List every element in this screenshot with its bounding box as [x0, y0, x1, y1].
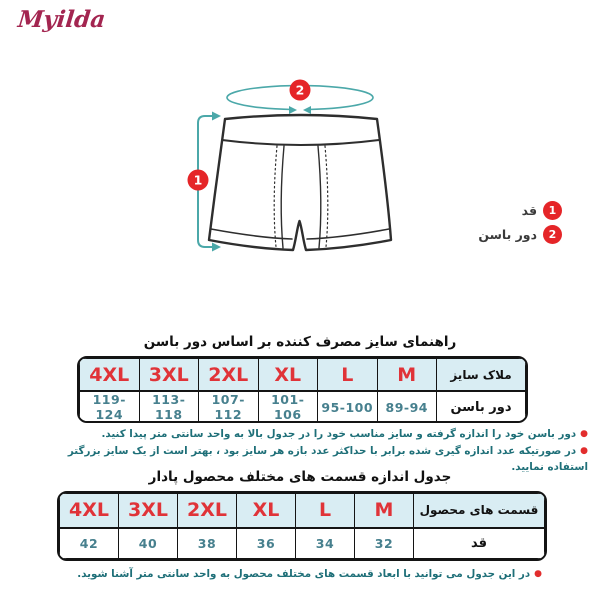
hip-range-cell: 89-94	[377, 391, 437, 423]
length-value-cell: 34	[296, 528, 355, 559]
product-table-header-row	[60, 494, 545, 528]
size-cell: 2XL	[199, 359, 259, 392]
note-text: دور باسن خود را اندازه گرفته و سایز مناسب خود را در جدول بالا به واحد سانتی متر پیدا کنید.	[101, 428, 577, 440]
size-guide-value-row	[80, 391, 526, 423]
size-cell: L	[296, 494, 355, 528]
hip-range-cell: 113-118	[139, 391, 199, 423]
bullet-icon	[580, 446, 588, 456]
length-value-cell: 38	[178, 528, 237, 559]
svg-text:2: 2	[295, 82, 305, 98]
boxer-shorts-illustration	[150, 75, 430, 265]
size-cell: 4XL	[60, 494, 119, 528]
length-value-cell: 42	[60, 528, 119, 559]
size-guide-table	[77, 356, 528, 423]
measure-marker-2-badge	[290, 80, 311, 101]
diagram-legend	[478, 201, 562, 244]
measure-marker-1-badge	[188, 170, 209, 191]
size-cell: 3XL	[139, 359, 199, 392]
boxer-shorts-outline	[209, 115, 391, 250]
legend-label-length: قد	[521, 203, 537, 218]
size-cell: M	[377, 359, 437, 392]
size-cell: 4XL	[80, 359, 140, 392]
length-value-cell: 32	[355, 528, 414, 559]
length-row-label: قد	[414, 528, 545, 559]
svg-text:1: 1	[193, 172, 203, 188]
size-guide-title: راهنمای سایز مصرف کننده بر اساس دور باسن	[143, 334, 457, 350]
legend-badge-2: 2	[543, 225, 562, 244]
product-parts-header: قسمت های محصول	[414, 494, 545, 528]
length-value-cell: 40	[119, 528, 178, 559]
product-table-title: جدول اندازه قسمت های مختلف محصول پادار	[148, 469, 452, 485]
hip-range-cell: 119-124	[80, 391, 140, 423]
note-product-dimensions	[42, 566, 542, 582]
note-text: در صورتیکه عدد اندازه گیری شده برابر با حداکثر عدد بازه هر سایز بود ، بهتر است از یک سایز بزرگتر استفاده نمایید.	[67, 444, 588, 473]
size-cell: XL	[237, 494, 296, 528]
hip-range-cell: 95-100	[318, 391, 378, 423]
product-table-value-row	[60, 528, 545, 559]
size-guide-header-row	[80, 359, 526, 392]
hip-range-cell: 101-106	[258, 391, 318, 423]
product-table-note	[42, 566, 542, 582]
length-value-cell: 36	[237, 528, 296, 559]
brand-logo: Myilda	[16, 6, 107, 33]
bullet-icon	[534, 569, 542, 579]
size-cell: L	[318, 359, 378, 392]
note-text: در این جدول می توانید با ابعاد قسمت های مختلف محصول به واحد سانتی متر آشنا شوید.	[77, 568, 531, 580]
bullet-icon	[580, 429, 588, 439]
hip-row-label: دور باسن	[437, 391, 526, 423]
product-parts-table	[57, 491, 547, 561]
legend-item-length	[478, 201, 562, 220]
hip-range-cell: 107-112	[199, 391, 259, 423]
size-criteria-header: ملاک سایز	[437, 359, 526, 392]
size-cell: 3XL	[119, 494, 178, 528]
legend-item-hip	[478, 225, 562, 244]
size-cell: XL	[258, 359, 318, 392]
boxer-shorts-measurement-diagram	[150, 75, 430, 265]
legend-label-hip: دور باسن	[478, 227, 537, 242]
legend-badge-1: 1	[543, 201, 562, 220]
note-measure-hip	[28, 426, 588, 443]
size-cell: M	[355, 494, 414, 528]
size-cell: 2XL	[178, 494, 237, 528]
